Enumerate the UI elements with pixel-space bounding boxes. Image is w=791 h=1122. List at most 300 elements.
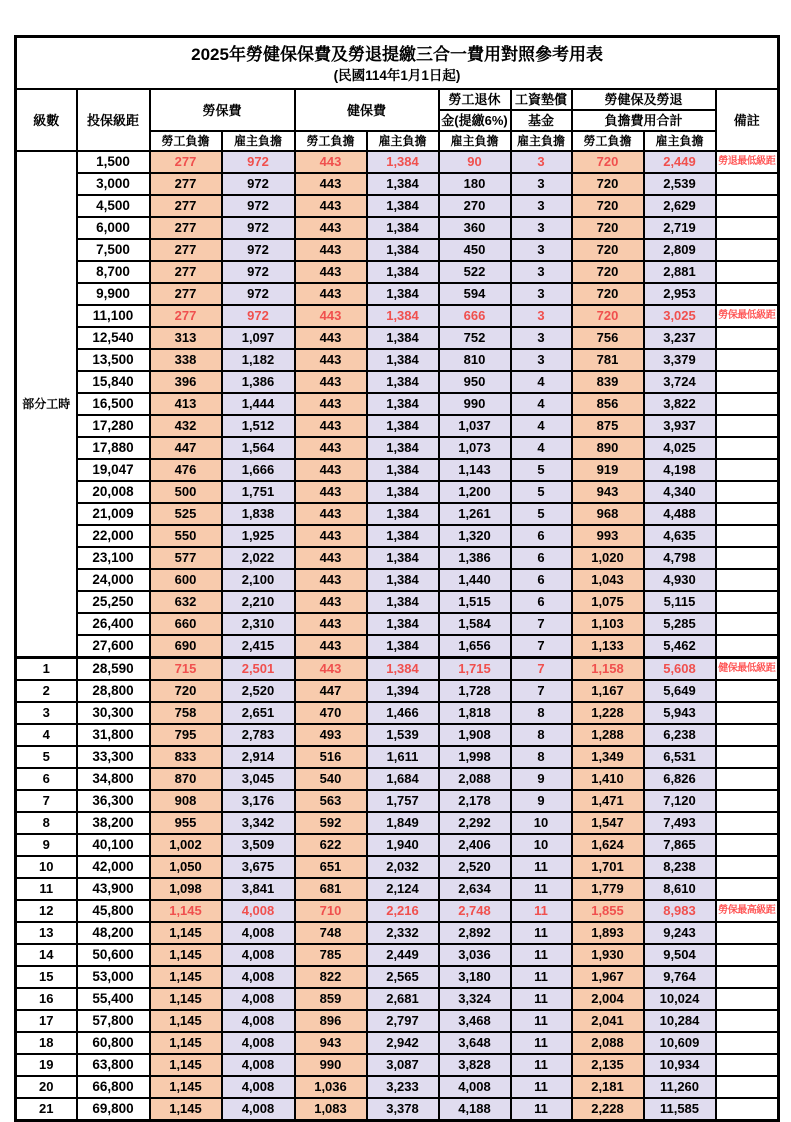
value-cell: 11 xyxy=(511,944,572,966)
value-cell: 11 xyxy=(511,900,572,922)
value-cell: 4,488 xyxy=(644,503,716,525)
value-cell: 758 xyxy=(150,702,222,724)
value-cell: 720 xyxy=(572,239,644,261)
value-cell: 1,098 xyxy=(150,878,222,900)
value-cell: 3 xyxy=(511,305,572,327)
table-row xyxy=(16,591,779,613)
value-cell: 690 xyxy=(150,635,222,658)
value-cell: 11 xyxy=(511,856,572,878)
value-cell: 2,041 xyxy=(572,1010,644,1032)
value-cell: 270 xyxy=(439,195,511,217)
value-cell: 1,384 xyxy=(367,658,439,681)
value-cell: 1,384 xyxy=(367,547,439,569)
value-cell: 4,635 xyxy=(644,525,716,547)
level-cell: 1 xyxy=(16,658,77,681)
col-header-pension-line2: 金(提繳6%) xyxy=(439,110,511,131)
bracket-cell: 6,000 xyxy=(77,217,150,239)
value-cell: 1,940 xyxy=(367,834,439,856)
remark-cell: 勞退最低級距 xyxy=(716,151,779,173)
value-cell: 277 xyxy=(150,151,222,173)
value-cell: 2,088 xyxy=(572,1032,644,1054)
value-cell: 4,008 xyxy=(222,1076,295,1098)
value-cell: 2,332 xyxy=(367,922,439,944)
value-cell: 443 xyxy=(295,151,367,173)
value-cell: 908 xyxy=(150,790,222,812)
value-cell: 1,512 xyxy=(222,415,295,437)
value-cell: 752 xyxy=(439,327,511,349)
level-cell: 14 xyxy=(16,944,77,966)
value-cell: 1,584 xyxy=(439,613,511,635)
value-cell: 1,386 xyxy=(439,547,511,569)
value-cell: 277 xyxy=(150,195,222,217)
value-cell: 1,145 xyxy=(150,900,222,922)
value-cell: 3,379 xyxy=(644,349,716,371)
value-cell: 1,384 xyxy=(367,635,439,658)
value-cell: 4,008 xyxy=(222,1032,295,1054)
value-cell: 756 xyxy=(572,327,644,349)
value-cell: 720 xyxy=(572,261,644,283)
value-cell: 9,243 xyxy=(644,922,716,944)
value-cell: 1,097 xyxy=(222,327,295,349)
value-cell: 972 xyxy=(222,217,295,239)
value-cell: 1,145 xyxy=(150,988,222,1010)
value-cell: 859 xyxy=(295,988,367,1010)
value-cell: 7,493 xyxy=(644,812,716,834)
value-cell: 943 xyxy=(295,1032,367,1054)
value-cell: 8 xyxy=(511,702,572,724)
value-cell: 710 xyxy=(295,900,367,922)
value-cell: 2,809 xyxy=(644,239,716,261)
value-cell: 3 xyxy=(511,151,572,173)
value-cell: 10 xyxy=(511,834,572,856)
reference-sheet xyxy=(14,35,780,1122)
remark-cell xyxy=(716,591,779,613)
value-cell: 277 xyxy=(150,261,222,283)
level-cell: 21 xyxy=(16,1098,77,1121)
value-cell: 7 xyxy=(511,658,572,681)
table-row xyxy=(16,1098,779,1121)
value-cell: 890 xyxy=(572,437,644,459)
value-cell: 450 xyxy=(439,239,511,261)
remark-cell xyxy=(716,261,779,283)
value-cell: 720 xyxy=(572,217,644,239)
value-cell: 666 xyxy=(439,305,511,327)
subheader-pension-employer: 雇主負擔 xyxy=(439,131,511,151)
value-cell: 11 xyxy=(511,878,572,900)
value-cell: 522 xyxy=(439,261,511,283)
remark-cell xyxy=(716,746,779,768)
remark-cell xyxy=(716,525,779,547)
table-row xyxy=(16,1032,779,1054)
bracket-cell: 1,500 xyxy=(77,151,150,173)
remark-cell xyxy=(716,239,779,261)
value-cell: 3,841 xyxy=(222,878,295,900)
value-cell: 950 xyxy=(439,371,511,393)
value-cell: 1,167 xyxy=(572,680,644,702)
value-cell: 1,838 xyxy=(222,503,295,525)
remark-cell xyxy=(716,724,779,746)
bracket-cell: 33,300 xyxy=(77,746,150,768)
subheader-health-employer: 雇主負擔 xyxy=(367,131,439,151)
value-cell: 1,386 xyxy=(222,371,295,393)
value-cell: 8 xyxy=(511,746,572,768)
table-row xyxy=(16,437,779,459)
table-row xyxy=(16,217,779,239)
value-cell: 5 xyxy=(511,481,572,503)
table-row xyxy=(16,459,779,481)
value-cell: 785 xyxy=(295,944,367,966)
col-header-bracket: 投保級距 xyxy=(77,89,150,151)
value-cell: 2,135 xyxy=(572,1054,644,1076)
value-cell: 720 xyxy=(572,283,644,305)
bracket-cell: 48,200 xyxy=(77,922,150,944)
value-cell: 3,509 xyxy=(222,834,295,856)
value-cell: 11 xyxy=(511,1032,572,1054)
level-cell: 20 xyxy=(16,1076,77,1098)
value-cell: 338 xyxy=(150,349,222,371)
value-cell: 622 xyxy=(295,834,367,856)
remark-cell xyxy=(716,283,779,305)
level-cell: 9 xyxy=(16,834,77,856)
value-cell: 1,384 xyxy=(367,349,439,371)
value-cell: 1,228 xyxy=(572,702,644,724)
value-cell: 1,384 xyxy=(367,459,439,481)
value-cell: 2,501 xyxy=(222,658,295,681)
value-cell: 1,684 xyxy=(367,768,439,790)
value-cell: 2,565 xyxy=(367,966,439,988)
value-cell: 1,471 xyxy=(572,790,644,812)
remark-cell xyxy=(716,790,779,812)
remark-cell xyxy=(716,393,779,415)
value-cell: 4,008 xyxy=(222,1054,295,1076)
value-cell: 5,608 xyxy=(644,658,716,681)
value-cell: 180 xyxy=(439,173,511,195)
level-cell: 5 xyxy=(16,746,77,768)
value-cell: 1,656 xyxy=(439,635,511,658)
value-cell: 413 xyxy=(150,393,222,415)
remark-cell xyxy=(716,768,779,790)
table-row xyxy=(16,525,779,547)
value-cell: 443 xyxy=(295,261,367,283)
value-cell: 476 xyxy=(150,459,222,481)
bracket-cell: 9,900 xyxy=(77,283,150,305)
remark-cell xyxy=(716,371,779,393)
remark-cell xyxy=(716,327,779,349)
value-cell: 1,384 xyxy=(367,415,439,437)
value-cell: 4,008 xyxy=(222,1010,295,1032)
col-header-pension-line1: 勞工退休 xyxy=(439,89,511,110)
table-row xyxy=(16,327,779,349)
remark-cell xyxy=(716,481,779,503)
remark-cell xyxy=(716,1076,779,1098)
value-cell: 2,216 xyxy=(367,900,439,922)
value-cell: 3,036 xyxy=(439,944,511,966)
value-cell: 443 xyxy=(295,173,367,195)
value-cell: 3,724 xyxy=(644,371,716,393)
value-cell: 11 xyxy=(511,1010,572,1032)
table-row xyxy=(16,1076,779,1098)
value-cell: 7 xyxy=(511,680,572,702)
value-cell: 1,182 xyxy=(222,349,295,371)
value-cell: 2,942 xyxy=(367,1032,439,1054)
value-cell: 1,145 xyxy=(150,922,222,944)
value-cell: 600 xyxy=(150,569,222,591)
table-row xyxy=(16,768,779,790)
value-cell: 1,384 xyxy=(367,437,439,459)
bracket-cell: 7,500 xyxy=(77,239,150,261)
col-header-level: 級數 xyxy=(16,89,77,151)
table-row xyxy=(16,746,779,768)
value-cell: 1,384 xyxy=(367,239,439,261)
bracket-cell: 17,280 xyxy=(77,415,150,437)
value-cell: 3 xyxy=(511,283,572,305)
bracket-cell: 50,600 xyxy=(77,944,150,966)
bracket-cell: 8,700 xyxy=(77,261,150,283)
bracket-cell: 53,000 xyxy=(77,966,150,988)
value-cell: 1,145 xyxy=(150,1076,222,1098)
value-cell: 972 xyxy=(222,261,295,283)
remark-cell xyxy=(716,812,779,834)
value-cell: 720 xyxy=(572,305,644,327)
value-cell: 720 xyxy=(572,195,644,217)
value-cell: 1,143 xyxy=(439,459,511,481)
value-cell: 1,037 xyxy=(439,415,511,437)
value-cell: 500 xyxy=(150,481,222,503)
value-cell: 277 xyxy=(150,173,222,195)
value-cell: 2,310 xyxy=(222,613,295,635)
value-cell: 3 xyxy=(511,239,572,261)
bracket-cell: 11,100 xyxy=(77,305,150,327)
value-cell: 1,384 xyxy=(367,503,439,525)
value-cell: 1,145 xyxy=(150,1054,222,1076)
value-cell: 1,145 xyxy=(150,1032,222,1054)
bracket-cell: 38,200 xyxy=(77,812,150,834)
remark-cell xyxy=(716,922,779,944)
value-cell: 3 xyxy=(511,327,572,349)
value-cell: 968 xyxy=(572,503,644,525)
value-cell: 715 xyxy=(150,658,222,681)
value-cell: 1,547 xyxy=(572,812,644,834)
bracket-cell: 55,400 xyxy=(77,988,150,1010)
value-cell: 3,180 xyxy=(439,966,511,988)
value-cell: 396 xyxy=(150,371,222,393)
remark-cell xyxy=(716,217,779,239)
value-cell: 2,228 xyxy=(572,1098,644,1121)
value-cell: 10,024 xyxy=(644,988,716,1010)
value-cell: 833 xyxy=(150,746,222,768)
value-cell: 3,087 xyxy=(367,1054,439,1076)
value-cell: 1,075 xyxy=(572,591,644,613)
value-cell: 1,050 xyxy=(150,856,222,878)
value-cell: 443 xyxy=(295,349,367,371)
value-cell: 7,865 xyxy=(644,834,716,856)
value-cell: 1,043 xyxy=(572,569,644,591)
level-cell: 6 xyxy=(16,768,77,790)
value-cell: 6,826 xyxy=(644,768,716,790)
bracket-cell: 13,500 xyxy=(77,349,150,371)
table-row xyxy=(16,481,779,503)
bracket-cell: 69,800 xyxy=(77,1098,150,1121)
value-cell: 1,384 xyxy=(367,569,439,591)
value-cell: 1,261 xyxy=(439,503,511,525)
value-cell: 2,032 xyxy=(367,856,439,878)
remark-cell xyxy=(716,1098,779,1121)
table-row xyxy=(16,1010,779,1032)
value-cell: 90 xyxy=(439,151,511,173)
value-cell: 4,930 xyxy=(644,569,716,591)
value-cell: 1,818 xyxy=(439,702,511,724)
value-cell: 470 xyxy=(295,702,367,724)
header-row-1 xyxy=(16,89,779,110)
value-cell: 2,539 xyxy=(644,173,716,195)
value-cell: 1,020 xyxy=(572,547,644,569)
value-cell: 277 xyxy=(150,239,222,261)
value-cell: 447 xyxy=(295,680,367,702)
value-cell: 1,384 xyxy=(367,525,439,547)
bracket-cell: 31,800 xyxy=(77,724,150,746)
value-cell: 3 xyxy=(511,217,572,239)
level-cell: 13 xyxy=(16,922,77,944)
remark-cell xyxy=(716,1032,779,1054)
value-cell: 651 xyxy=(295,856,367,878)
value-cell: 2,004 xyxy=(572,988,644,1010)
remark-cell xyxy=(716,613,779,635)
col-header-total-line1: 勞健保及勞退 xyxy=(572,89,716,110)
value-cell: 3,176 xyxy=(222,790,295,812)
value-cell: 1,384 xyxy=(367,393,439,415)
value-cell: 443 xyxy=(295,503,367,525)
value-cell: 11 xyxy=(511,1076,572,1098)
value-cell: 8,610 xyxy=(644,878,716,900)
remark-cell xyxy=(716,1054,779,1076)
value-cell: 8,238 xyxy=(644,856,716,878)
bracket-cell: 12,540 xyxy=(77,327,150,349)
remark-cell xyxy=(716,195,779,217)
value-cell: 4 xyxy=(511,393,572,415)
value-cell: 993 xyxy=(572,525,644,547)
value-cell: 313 xyxy=(150,327,222,349)
value-cell: 5 xyxy=(511,503,572,525)
bracket-cell: 57,800 xyxy=(77,1010,150,1032)
value-cell: 360 xyxy=(439,217,511,239)
value-cell: 1,145 xyxy=(150,1098,222,1121)
table-row xyxy=(16,856,779,878)
remark-cell xyxy=(716,944,779,966)
value-cell: 9,504 xyxy=(644,944,716,966)
value-cell: 3 xyxy=(511,195,572,217)
bracket-cell: 22,000 xyxy=(77,525,150,547)
bracket-cell: 27,600 xyxy=(77,635,150,658)
value-cell: 2,406 xyxy=(439,834,511,856)
value-cell: 2,634 xyxy=(439,878,511,900)
value-cell: 1,849 xyxy=(367,812,439,834)
value-cell: 2,629 xyxy=(644,195,716,217)
remark-cell xyxy=(716,437,779,459)
value-cell: 4,008 xyxy=(222,988,295,1010)
remark-cell: 勞保最低級距 xyxy=(716,305,779,327)
value-cell: 1,998 xyxy=(439,746,511,768)
value-cell: 11 xyxy=(511,988,572,1010)
value-cell: 6 xyxy=(511,569,572,591)
table-row xyxy=(16,702,779,724)
value-cell: 443 xyxy=(295,525,367,547)
bracket-cell: 21,009 xyxy=(77,503,150,525)
subheader-labor-employer: 雇主負擔 xyxy=(222,131,295,151)
level-cell: 2 xyxy=(16,680,77,702)
bracket-cell: 63,800 xyxy=(77,1054,150,1076)
table-row xyxy=(16,283,779,305)
value-cell: 2,292 xyxy=(439,812,511,834)
value-cell: 10,934 xyxy=(644,1054,716,1076)
value-cell: 432 xyxy=(150,415,222,437)
value-cell: 4,008 xyxy=(222,922,295,944)
value-cell: 972 xyxy=(222,195,295,217)
value-cell: 3,828 xyxy=(439,1054,511,1076)
value-cell: 277 xyxy=(150,305,222,327)
subheader-total-employer: 雇主負擔 xyxy=(644,131,716,151)
bracket-cell: 40,100 xyxy=(77,834,150,856)
value-cell: 1,757 xyxy=(367,790,439,812)
level-cell: 8 xyxy=(16,812,77,834)
value-cell: 443 xyxy=(295,239,367,261)
bracket-cell: 25,250 xyxy=(77,591,150,613)
value-cell: 3,648 xyxy=(439,1032,511,1054)
remark-cell: 勞保最高級距 xyxy=(716,900,779,922)
value-cell: 11,585 xyxy=(644,1098,716,1121)
value-cell: 4 xyxy=(511,415,572,437)
value-cell: 3,378 xyxy=(367,1098,439,1121)
value-cell: 8,983 xyxy=(644,900,716,922)
bracket-cell: 16,500 xyxy=(77,393,150,415)
value-cell: 1,133 xyxy=(572,635,644,658)
table-row xyxy=(16,503,779,525)
subheader-total-employee: 勞工負擔 xyxy=(572,131,644,151)
value-cell: 1,036 xyxy=(295,1076,367,1098)
value-cell: 550 xyxy=(150,525,222,547)
level-cell: 18 xyxy=(16,1032,77,1054)
value-cell: 2,953 xyxy=(644,283,716,305)
bracket-cell: 36,300 xyxy=(77,790,150,812)
value-cell: 2,178 xyxy=(439,790,511,812)
value-cell: 7,120 xyxy=(644,790,716,812)
value-cell: 1,564 xyxy=(222,437,295,459)
value-cell: 592 xyxy=(295,812,367,834)
bracket-cell: 19,047 xyxy=(77,459,150,481)
value-cell: 5,115 xyxy=(644,591,716,613)
value-cell: 443 xyxy=(295,547,367,569)
value-cell: 1,073 xyxy=(439,437,511,459)
value-cell: 1,320 xyxy=(439,525,511,547)
value-cell: 2,210 xyxy=(222,591,295,613)
value-cell: 443 xyxy=(295,635,367,658)
table-row xyxy=(16,724,779,746)
remark-cell xyxy=(716,988,779,1010)
value-cell: 11 xyxy=(511,966,572,988)
value-cell: 2,415 xyxy=(222,635,295,658)
bracket-cell: 24,000 xyxy=(77,569,150,591)
bracket-cell: 42,000 xyxy=(77,856,150,878)
level-cell: 15 xyxy=(16,966,77,988)
value-cell: 4,798 xyxy=(644,547,716,569)
value-cell: 1,103 xyxy=(572,613,644,635)
remark-cell xyxy=(716,547,779,569)
remark-cell xyxy=(716,878,779,900)
value-cell: 856 xyxy=(572,393,644,415)
value-cell: 563 xyxy=(295,790,367,812)
value-cell: 1,384 xyxy=(367,283,439,305)
level-cell: 12 xyxy=(16,900,77,922)
value-cell: 594 xyxy=(439,283,511,305)
